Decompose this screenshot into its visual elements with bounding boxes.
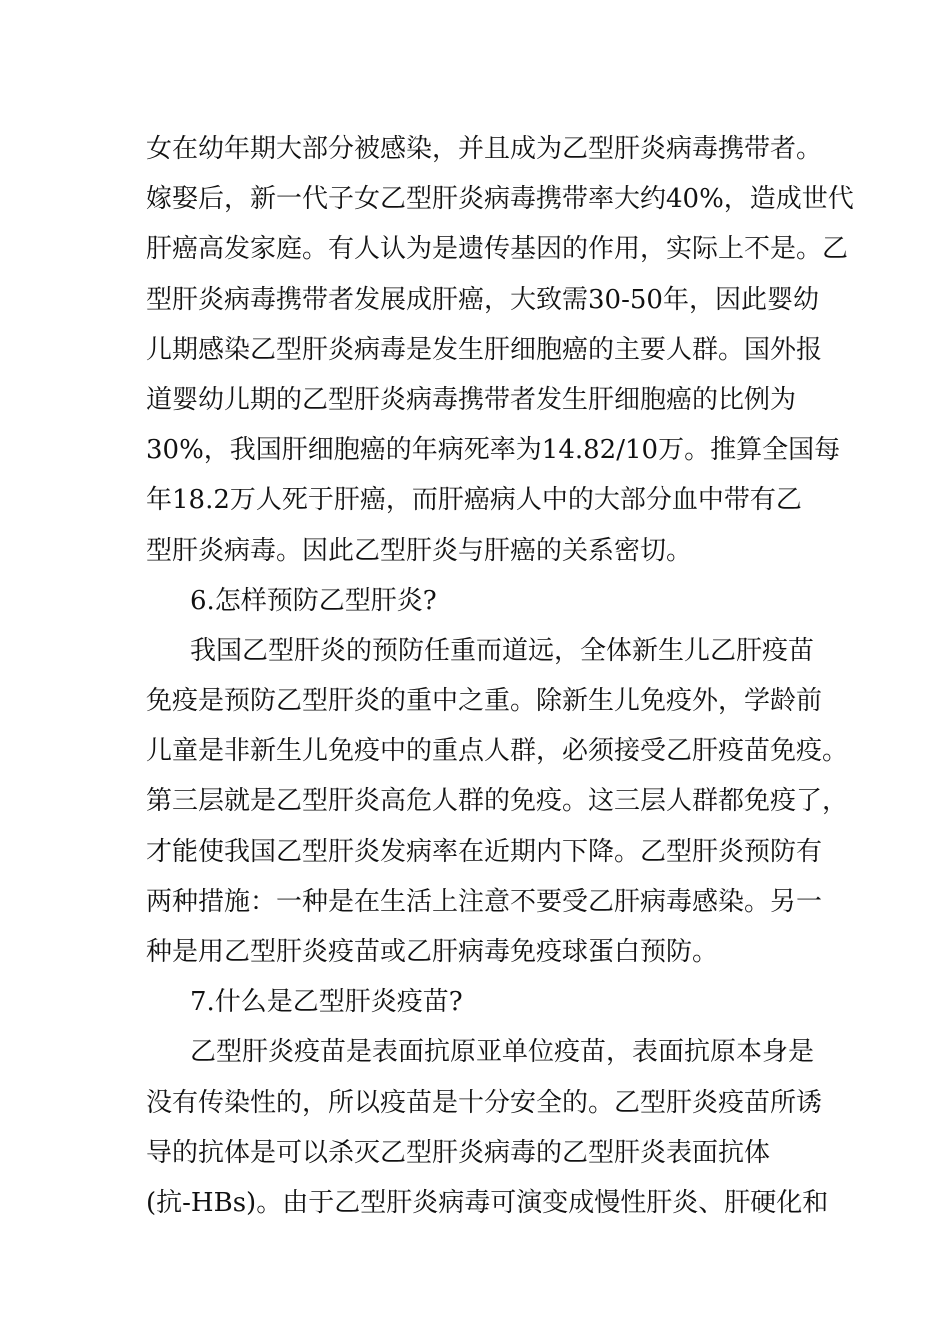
section-heading: 7.什么是乙型肝炎疫苗? [190,987,463,1018]
text-line: 第三层就是乙型肝炎高危人群的免疫。这三层人群都免疫了， [146,786,849,817]
text-line: 儿童是非新生儿免疫中的重点人群，必须接受乙肝疫苗免疫。 [146,736,849,767]
text-line: 道婴幼儿期的乙型肝炎病毒携带者发生肝细胞癌的比例为 [146,384,797,415]
text-line: 没有传染性的，所以疫苗是十分安全的。乙型肝炎疫苗所诱 [146,1087,823,1118]
text-line: 才能使我国乙型肝炎发病率在近期内下降。乙型肝炎预防有 [146,836,823,867]
text-line: 嫁娶后，新一代子女乙型肝炎病毒携带率大约40%，造成世代 [146,184,854,215]
text-line: 型肝炎病毒携带者发展成肝癌，大致需30-50年，因此婴幼 [146,284,819,315]
section-heading: 6.怎样预防乙型肝炎? [190,585,437,616]
text-line: 型肝炎病毒。因此乙型肝炎与肝癌的关系密切。 [146,535,693,566]
paragraph-start-line: 乙型肝炎疫苗是表面抗原亚单位疫苗，表面抗原本身是 [190,1037,815,1068]
text-line: 免疫是预防乙型肝炎的重中之重。除新生儿免疫外，学龄前 [146,686,823,717]
text-line: 30%，我国肝细胞癌的年病死率为14.82/10万。推算全国每 [146,435,841,466]
paragraph-start-line: 我国乙型肝炎的预防任重而道远，全体新生儿乙肝疫苗 [190,635,815,666]
text-line: 女在幼年期大部分被感染，并且成为乙型肝炎病毒携带者。 [146,134,823,164]
text-line: (抗-HBs)。由于乙型肝炎病毒可演变成慢性肝炎、肝硬化和 [146,1187,829,1218]
text-line: 肝癌高发家庭。有人认为是遗传基因的作用，实际上不是。乙 [146,234,849,265]
body-text [146,124,854,1228]
text-line: 年18.2万人死于肝癌，而肝癌病人中的大部分血中带有乙 [146,485,802,516]
text-line: 两种措施：一种是在生活上注意不要受乙肝病毒感染。另一 [146,886,823,917]
text-line: 儿期感染乙型肝炎病毒是发生肝细胞癌的主要人群。国外报 [146,334,823,365]
text-line: 导的抗体是可以杀灭乙型肝炎病毒的乙型肝炎表面抗体 [146,1137,771,1168]
text-line: 种是用乙型肝炎疫苗或乙肝病毒免疫球蛋白预防。 [146,937,719,967]
